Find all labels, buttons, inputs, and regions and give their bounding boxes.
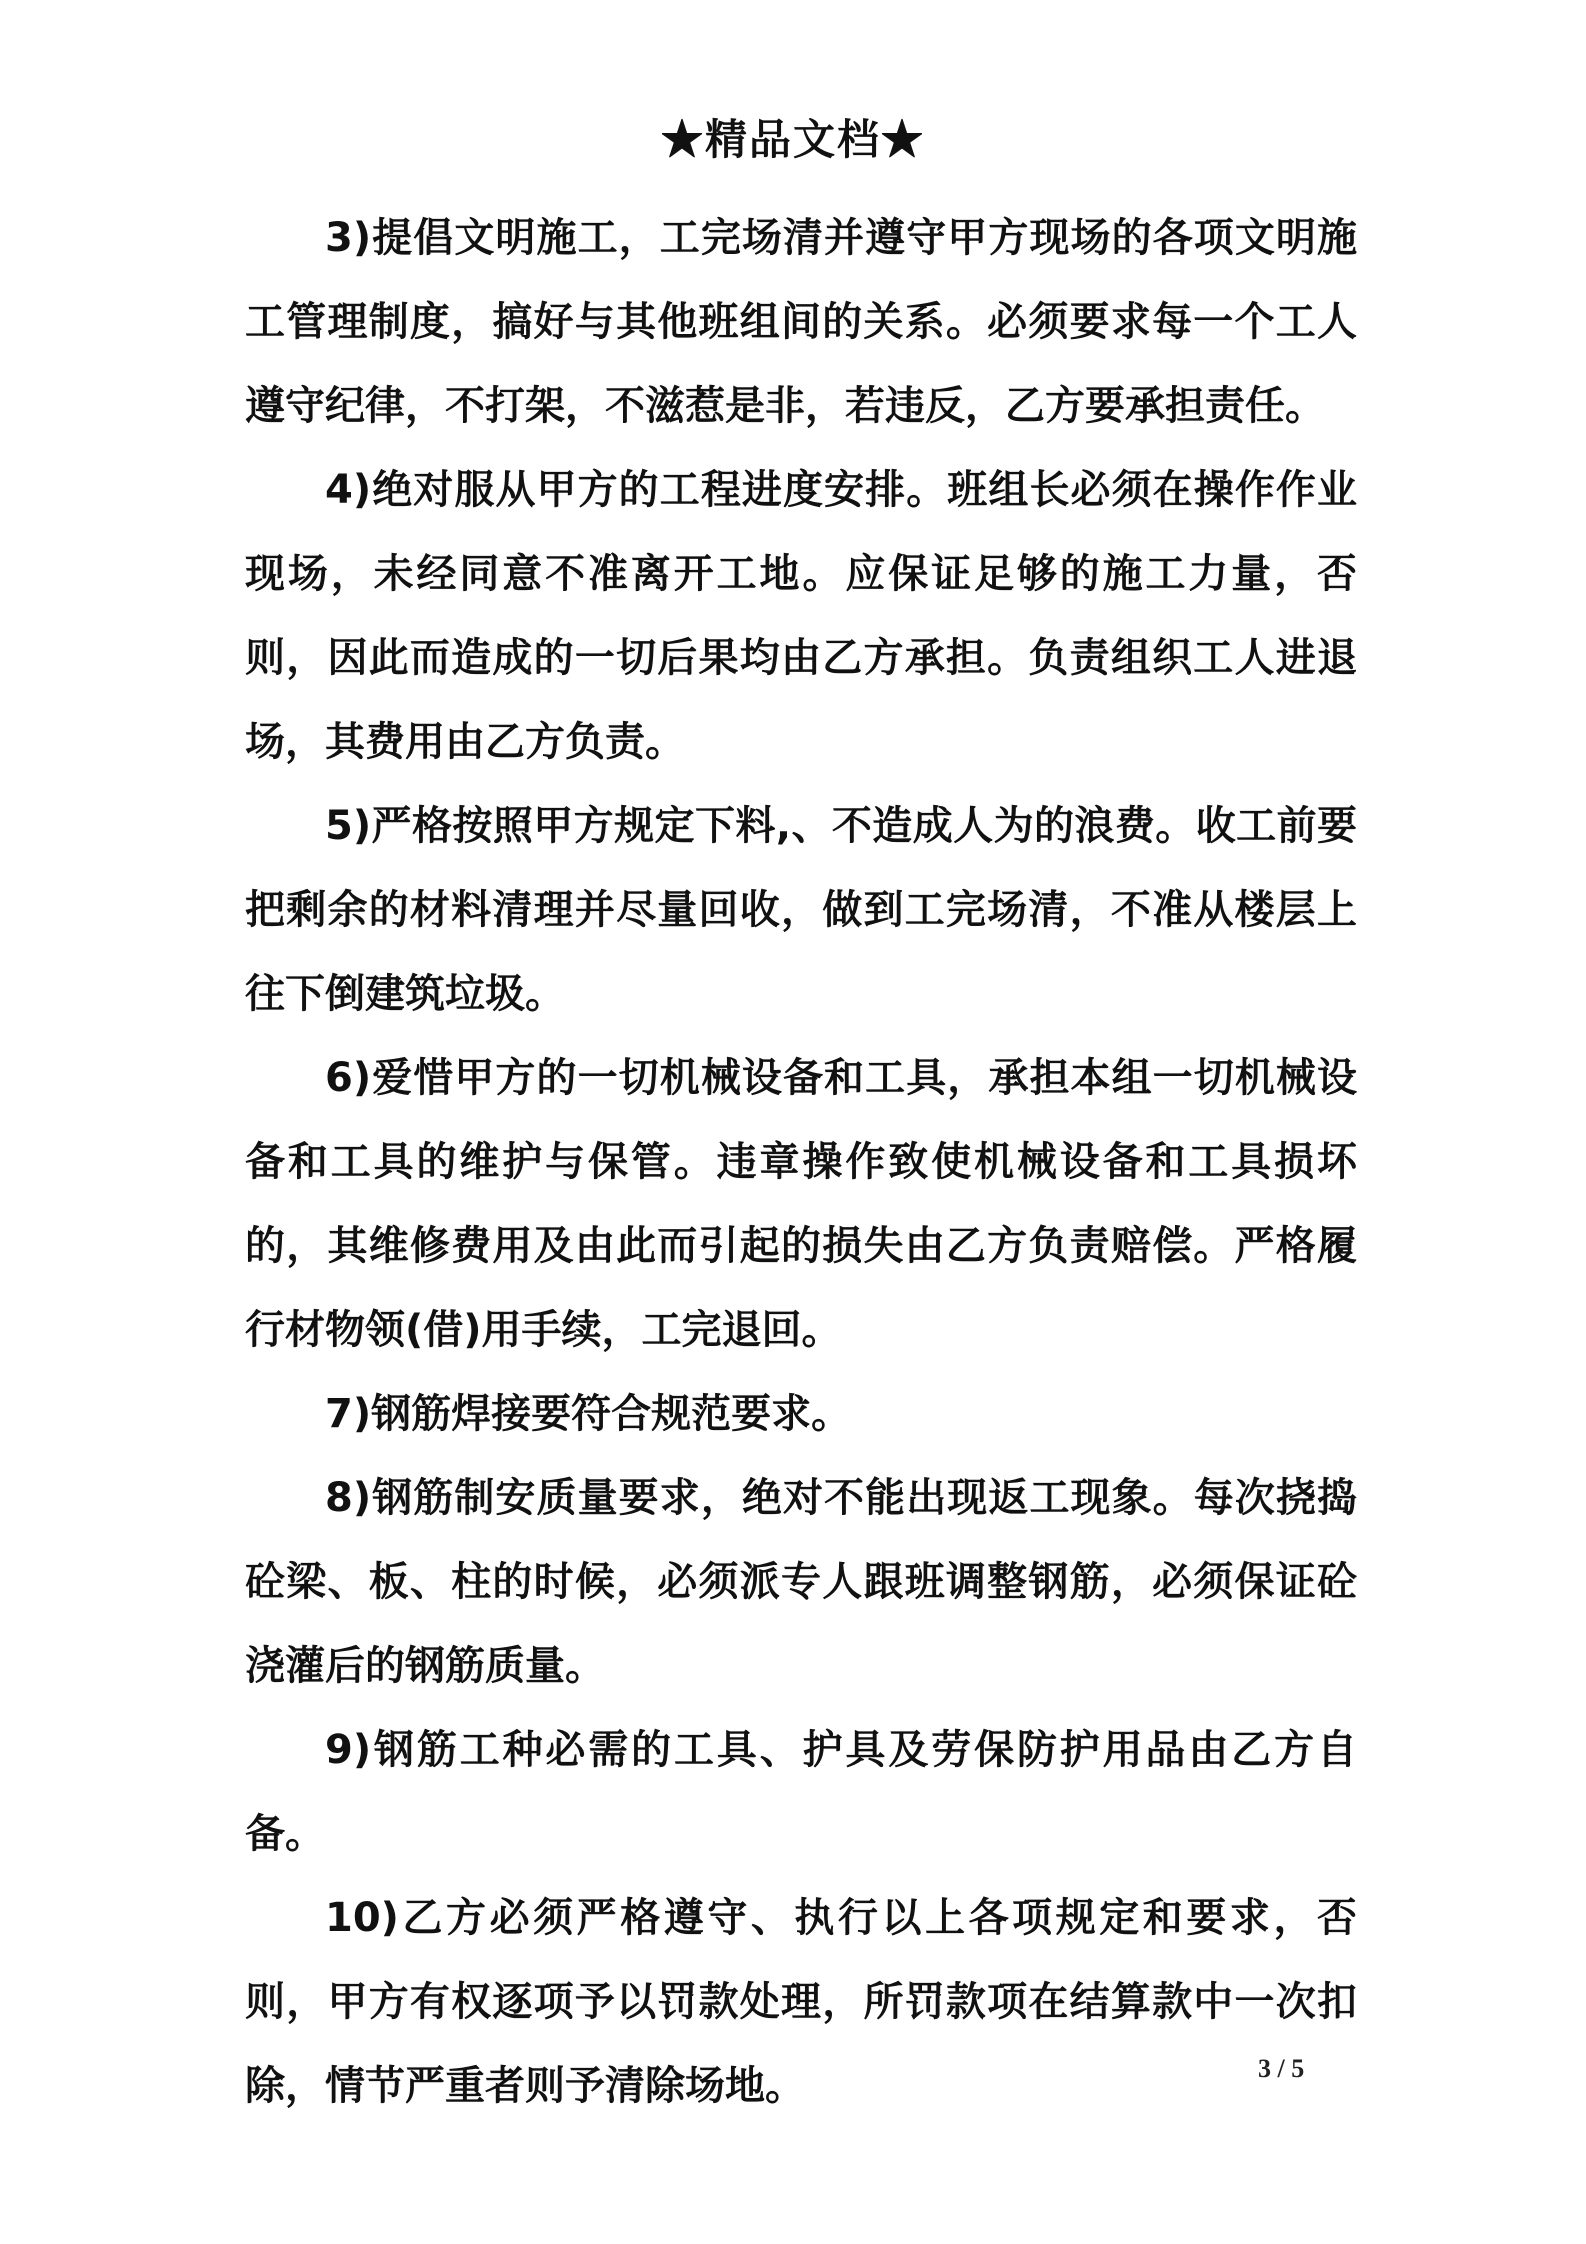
paragraph-item-10: 10)乙方必须严格遵守、执行以上各项规定和要求，否则，甲方有权逐项予以罚款处理，所罚款项在结算款中一次扣除，情节严重者则予清除场地。: [245, 1895, 1357, 2109]
document-body: [245, 196, 1357, 2128]
page-header-title: ★精品文档★: [660, 115, 925, 164]
paragraph-item-5: 5)严格按照甲方规定下料,、不造成人为的浪费。收工前要把剩余的材料清理并尽量回收，做到工完场清，不准从楼层上往下倒建筑垃圾。: [245, 803, 1357, 1017]
paragraph-item-7: 7)钢筋焊接要符合规范要求。: [325, 1391, 852, 1437]
paragraph-item-8: 8)钢筋制安质量要求，绝对不能出现返工现象。每次挠捣砼梁、板、柱的时候，必须派专人跟班调整钢筋，必须保证砼浇灌后的钢筋质量。: [245, 1475, 1357, 1689]
paragraph-item-4: 4)绝对服从甲方的工程进度安排。班组长必须在操作作业现场，未经同意不准离开工地。应保证足够的施工力量，否则，因此而造成的一切后果均由乙方承担。负责组织工人进退场，其费用由乙方负责。: [245, 467, 1357, 765]
paragraph-item-9: 9)钢筋工种必需的工具、护具及劳保防护用品由乙方自备。: [245, 1727, 1357, 1857]
paragraph-item-6: 6)爱惜甲方的一切机械设备和工具，承担本组一切机械设备和工具的维护与保管。违章操作致使机械设备和工具损坏的，其维修费用及由此而引起的损失由乙方负责赔偿。严格履行材物领(借)用手续，工完退回。: [245, 1055, 1357, 1353]
paragraph-item-3: 3)提倡文明施工，工完场清并遵守甲方现场的各项文明施工管理制度，搞好与其他班组间的关系。必须要求每一个工人遵守纪律，不打架，不滋惹是非，若违反，乙方要承担责任。: [245, 215, 1357, 429]
page-number: 3 / 5: [1258, 2054, 1305, 2083]
